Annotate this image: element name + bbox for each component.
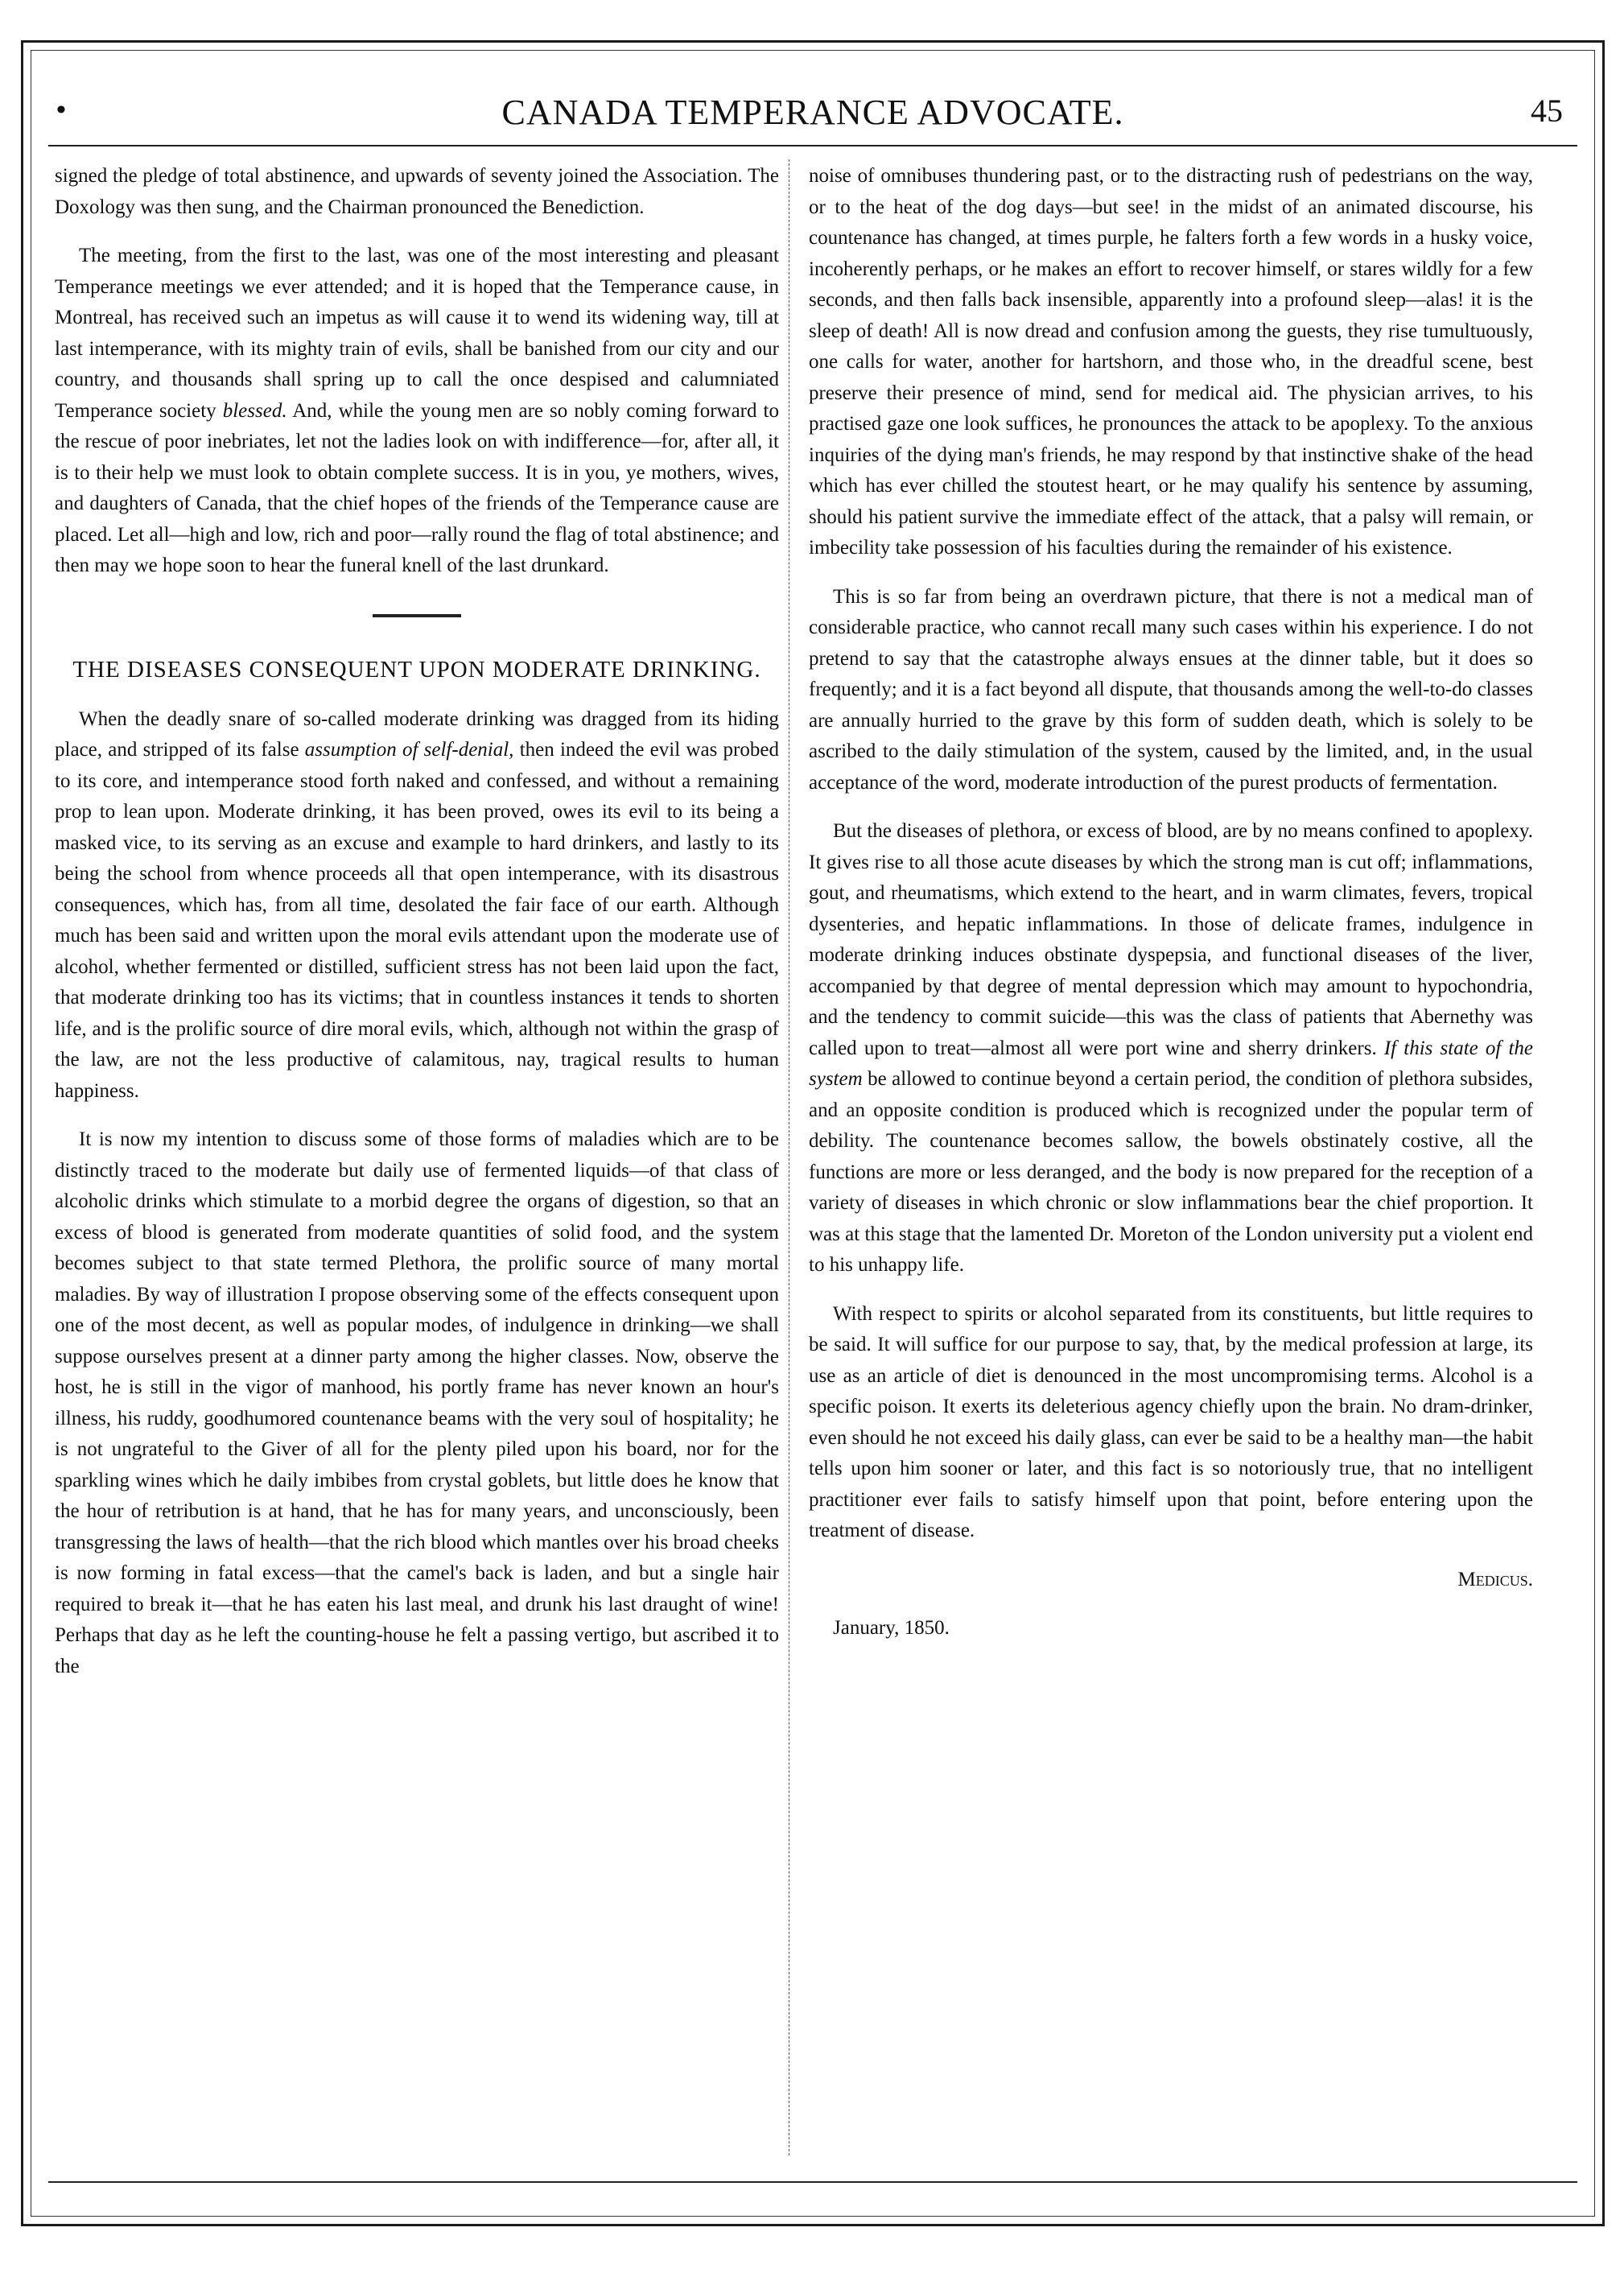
- emphasis-text: If this state of the system: [809, 1037, 1533, 1090]
- paragraph: [809, 161, 1533, 564]
- article-heading: THE DISEASES CONSEQUENT UPON MODERATE DRINKING.: [72, 656, 761, 683]
- paragraph-text: And, while the young men are so nobly coming forward to the rescue of poor inebriates, let not the ladies look on with indifference—for, after all, it is to their help we must look to obtain complete success. It is in you, ye mothers, wives, and daughters of Canada, that the chief hopes of the friends of the Temperance cause are placed. Let all—high and low, rich and poor—rally round the flag of total abstinence; and then may we hope soon to hear the funeral knell of the last drunkard.: [55, 399, 779, 576]
- paragraph-text: then indeed the evil was probed to its core, and intemperance stood forth naked and confessed, and without a remaining prop to lean upon. Moderate drinking, it has been proved, owes its evil to its being a masked vice, to its serving as an excuse and example to hard drinkers, and lastly to its being the school from whence proceeds all that open intemperance, with its disastrous consequences, which has, from all time, desolated the fair face of our earth. Although much has been said and written upon the moral evils attendant upon the moderate use of alcohol, whether fermented or distilled, sufficient stress has not been laid upon the fact, that moderate drinking too has its victims; that in countless instances it tends to shorten life, and is the prolific source of dire moral evils, which, although not within the grasp of the law, are not the less productive of calamitous, nay, tragical results to human happiness.: [55, 739, 779, 1102]
- paragraph-text: be allowed to continue beyond a certain period, the condition of plethora subsides, and an opposite condition is produced which is recognized under the popular term of debility. The countenance becomes sallow, the bowels obstinately costive, all the functions are more or less deranged, and the body is now prepared for the reception of a variety of diseases in which chronic or slow inflammations bear the chief proportion. It was at this stage that the lamented Dr. Moreton of the London university put a violent end to his unhappy life.: [809, 1068, 1533, 1276]
- publication-title: CANADA TEMPERANCE ADVOCATE.: [501, 93, 1124, 132]
- paragraph: [55, 704, 779, 1108]
- paragraph: [55, 161, 779, 223]
- left-column: [55, 161, 779, 2165]
- emphasis-text: blessed.: [222, 399, 287, 422]
- paragraph-text: The meeting, from the first to the last, was one of the most interesting and pleasant Temperance meetings we ever attended; and it is hoped that the Temperance cause, in Montreal, has received such an impetus as will cause it to wend its widening way, till at last intemperance, with its mighty train of evils, shall be banished from our city and our country, and thousands shall spring up to call the once despised and calumniated Temperance society: [55, 245, 779, 422]
- paragraph-text: But the diseases of plethora, or excess of blood, are by no means confined to apoplexy. It gives rise to all those acute diseases by which the strong man is cut off; inflammations, gout, and rheumatisms, which extend to the heart, and in warm climates, fevers, tropical dysenteries, and hepatic inflammations. In those of delicate frames, indulgence in moderate drinking induces obstinate dyspepsia, and functional diseases of the liver, accompanied by that degree of mental depression which may amount to hypochondria, and the tendency to commit suicide—this was the class of patients that Abernethy was called upon to treat—almost all were port wine and sherry drinkers.: [809, 820, 1533, 1059]
- header-rule: [48, 145, 1577, 146]
- paragraph: [809, 582, 1533, 799]
- header-bullet: •: [56, 95, 66, 125]
- paragraph: [809, 816, 1533, 1281]
- paragraph-text: signed the pledge of total abstinence, and upwards of seventy joined the Association. The Doxology was then sung, and the Chairman pronounced the Benediction.: [55, 165, 779, 218]
- paragraph: [55, 241, 779, 582]
- footer-rule: [48, 2181, 1577, 2183]
- paragraph-text: When the deadly snare of so-called moderate drinking was dragged from its hiding place, and stripped of its false: [55, 707, 779, 761]
- paragraph: [55, 1124, 779, 1682]
- page-number: 45: [1531, 93, 1563, 129]
- dateline: January, 1850.: [833, 1617, 950, 1639]
- paragraph-text: With respect to spirits or alcohol separated from its constituents, but little requires to be said. It will suffice for our purpose to say, that, by the medical profession at large, its use as an article of diet is denounced in the most uncompromising terms. Alcohol is a specific poison. It exerts its deleterious agency chiefly upon the brain. No dram-drinker, even should he not exceed his daily glass, can ever be said to be a healthy man—the habit tells upon him sooner or later, and this fact is so notoriously true, that no intelligent practitioner ever fails to satisfy himself upon that point, before entering upon the treatment of disease.: [809, 1302, 1533, 1541]
- emphasis-text: assumption of self-denial,: [304, 739, 514, 761]
- author-signature: Medicus.: [1457, 1568, 1533, 1590]
- paragraph-text: This is so far from being an overdrawn picture, that there is not a medical man of considerable practice, who cannot recall many such cases within his experience. I do not pretend to say that the catastrophe always ensues at the dinner table, but it does so frequently; and it is a fact beyond all dispute, that thousands among the well-to-do classes are annually hurried to the grave by this form of sudden death, which is solely to be ascribed to the daily stimulation of the system, caused by the limited, and, in the usual acceptance of the word, moderate introduction of the purest products of fermentation.: [809, 585, 1533, 794]
- section-divider: [373, 614, 461, 617]
- page-header: [48, 80, 1577, 137]
- paragraph: [809, 1299, 1533, 1547]
- paragraph-text: It is now my intention to discuss some of those forms of maladies which are to be distinctly traced to the moderate but daily use of fermented liquids—of that class of alcoholic drinks which stimulate to a morbid degree the organs of digestion, so that an excess of blood is generated from moderate quantities of solid food, and the system becomes subject to that state termed Plethora, the prolific source of many mortal maladies. By way of illustration I propose observing some of the effects consequent upon one of the most decent, as well as popular modes, of indulgence in drinking—we shall suppose ourselves present at a dinner party among the higher classes. Now, observe the host, he is still in the vigor of manhood, his portly frame has never known an hour's illness, his ruddy, goodhumored countenance beams with the very soul of hospitality; he is not ungrateful to the Giver of all for the plenty piled upon his board, nor for the sparkling wines which he daily imbibes from crystal goblets, but little does he know that the hour of retribution is at hand, that he has for many years, and unconsciously, been transgressing the laws of health—that the rich blood which mantles over his broad cheeks is now forming in fatal excess—that the camel's back is laden, and but a single hair required to break it—that he has eaten his last meal, and drunk his last draught of wine! Perhaps that day as he left the counting-house he felt a passing vertigo, but ascribed it to the: [55, 1128, 779, 1677]
- paragraph-text: noise of omnibuses thundering past, or to the distracting rush of pedestrians on the way, or to the heat of the dog days—but see! in the midst of an animated discourse, his countenance has changed, at times purple, he falters forth a few words in a husky voice, incoherently perhaps, or he makes an effort to recover himself, or stares wildly for a few seconds, and then falls back insensible, apparently into a profound sleep—alas! it is the sleep of death! All is now dread and confusion among the guests, they rise tumultuously, one calls for water, another for hartshorn, and those who, in the dreadful scene, best preserve their presence of mind, send for medical aid. The physician arrives, to his practised gaze one look suffices, he pronounces the attack to be apoplexy. To the anxious inquiries of the dying man's friends, he may respond by that instinctive shake of the head which has ever chilled the stoutest heart, or he may qualify his sentence by assuming, should his patient survive the immediate effect of the attack, that a palsy will remain, or imbecility take possession of his faculties during the remainder of his existence.: [809, 165, 1533, 559]
- right-column: [809, 161, 1533, 2165]
